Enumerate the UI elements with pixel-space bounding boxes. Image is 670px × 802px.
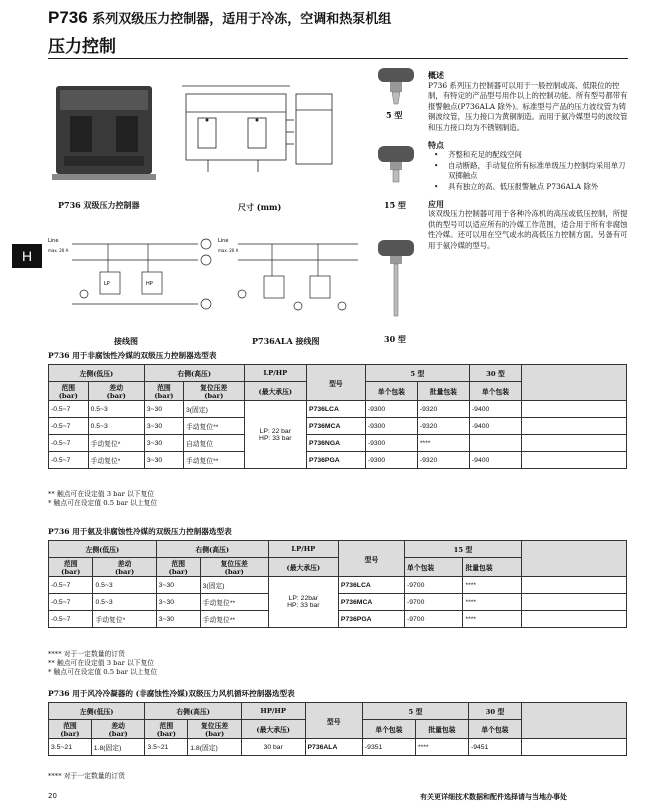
th-right: 右侧(高压): [144, 365, 244, 382]
wiring-ala-max-label: max. 20 A: [218, 248, 239, 253]
wiring-diagram: [48, 232, 218, 322]
wiring-line-label: Line: [48, 238, 59, 244]
th-lphp: LP/HP: [244, 365, 306, 382]
table-row: -0.5~7 手动复位* 3~30 手动复位** P736PGA -9300 -9320 -9400: [49, 452, 627, 469]
pressure-cell: LP: 22 bar HP: 33 bar: [244, 401, 306, 469]
table-row: -0.5~7 手动复位* 3~30 自动复位 P736NGA -9300 ****: [49, 435, 627, 452]
application-title: 应用: [428, 198, 444, 209]
th-diff: 差动 (bar): [88, 382, 144, 401]
table1: [48, 364, 627, 469]
th-maxp: (最大承压): [244, 382, 306, 401]
features-title: 特点: [428, 139, 444, 150]
model-15-label: 15 型: [384, 200, 406, 210]
model-30-label: 30 型: [384, 334, 406, 344]
wiring-ala-diagram: [218, 232, 368, 322]
table2-title: P736 用于氨及非腐蚀性冷媒的双级压力控制器选型表: [48, 527, 232, 536]
wiring-ala-line-label: Line: [218, 238, 229, 244]
page-number: 20: [48, 792, 57, 800]
overview-title: 概述: [428, 70, 444, 80]
th-blank: [522, 365, 627, 401]
wiring-max-label: max. 20 A: [48, 248, 69, 253]
page-subtitle: [48, 8, 391, 28]
model-5-label: 5 型: [386, 110, 403, 120]
th-m30: 30 型: [469, 365, 521, 382]
feature-item: • 自动断路，手动复位所有标准单级压力控制均采用单刀双掷触点: [440, 161, 628, 182]
table1-notes: ** 触点可在设定值 3 bar 以下复位 * 触点可在设定值 0.5 bar 以上复位: [48, 490, 158, 507]
th-range: 范围 (bar): [49, 382, 89, 401]
features-list: [428, 150, 628, 192]
product-photo: [48, 76, 160, 188]
table3-notes: **** 对于一定数量的订货: [48, 772, 125, 780]
table-row: -0.5~7 0.5~3 3~30 3(固定) LP: 22bar HP: 33 bar P736LCA -9700 ****: [49, 577, 627, 594]
wiring-lp-label: LP: [104, 281, 110, 287]
model-5-image: [372, 66, 420, 106]
application-text: 该双级压力控制器可用于各种冷冻机的高压或低压控制，所提供的型号可以适应所有的冷媒工作范围，适合用于所有非腐蚀性冷媒。还可以用在空气或水的高低压力控制方面。另备有可用于氨冷媒的型号。: [428, 209, 628, 250]
table1-title: P736 用于非腐蚀性冷媒的双级压力控制器选型表: [48, 351, 217, 360]
footer-text: 有关更详细技术数据和配件选择请与当地办事处: [420, 792, 567, 801]
table3-title: P736 用于风冷冷凝器的 (非腐蚀性冷媒)双级压力风机循环控制器选型表: [48, 689, 295, 698]
th-single: 单个包装: [365, 382, 417, 401]
feature-item: • 齐整和充足的配线空间: [440, 150, 628, 161]
description-block: [428, 70, 628, 258]
section-badge: H: [12, 244, 42, 268]
table3: 左侧(低压) 右侧(高压) HP/HP 型号 5 型 30 型 范围 (bar) 差动 (bar) 范围 (bar) 复位压差 (bar) (最大承压) 单个包装 批量包装 单个包装 3.5~21 1.8(固定) 3.5~21 1.8(固定) 30 bar P736ALA -9351 **** -9451: [48, 702, 627, 756]
model-15-image: [372, 144, 420, 184]
wiring-ala-caption: P736ALA 接线图: [252, 336, 320, 346]
table-row: -0.5~7 0.5~3 3~30 手动复位** P736MCA -9300 -9320 -9400: [49, 418, 627, 435]
feature-item: • 具有独立的高、低压报警触点 P736ALA 除外: [440, 182, 628, 193]
wiring-caption: 接线图: [114, 336, 138, 346]
table-row: -0.5~7 0.5~3 3~30 手动复位** P736MCA -9700 ****: [49, 594, 627, 611]
th-left: 左侧(低压): [49, 365, 145, 382]
th-model: 型号: [307, 365, 366, 401]
th-single30: 单个包装: [469, 382, 521, 401]
photo-caption: P736 双级压力控制器: [58, 200, 140, 210]
subtitle-text: 系列双级压力控制器，适用于冷冻，空调和热泵机组: [92, 12, 392, 27]
table2: 左侧(低压) 右侧(高压) LP/HP 型号 15 型 范围 (bar) 差动 (bar) 范围 (bar) 复位压差 (bar) (最大承压) 单个包装 批量包装 -0.5~7 0.5~3 3~30 3(固定) LP: 22bar HP: 33 bar P736LCA -9700 **** -0.5~7 0.5~3 3~30 手动复位** P736MCA -9700 **** -0.5~7 手动复位* 3~30 手动复位** P736PGA -9700 ****: [48, 540, 627, 628]
model-name: P736: [48, 8, 88, 27]
overview-text: P736 系列压力控制器可以用于一般控制或高、低限位的控制，有特定的产品型号用作以上的控制功能。所有型号都带有报警触点(P736ALA 除外)。标准型号产品的压力波纹管为铸铜波纹管，压力接口为黄铜制造。而用于氨冷媒型号的波纹管和压力接口均为不锈钢制造。: [428, 80, 628, 132]
dimension-drawing: [178, 80, 338, 190]
page-title: 压力控制: [48, 37, 116, 57]
th-bulk: 批量包装: [417, 382, 469, 401]
model-30-image: [372, 238, 420, 318]
th-m5: 5 型: [365, 365, 469, 382]
table-row: -0.5~7 手动复位* 3~30 手动复位** P736PGA -9700 ****: [49, 611, 627, 628]
dimension-caption: 尺寸 (mm): [238, 202, 282, 212]
wiring-hp-label: HP: [146, 281, 153, 287]
table2-notes: **** 对于一定数量的订货 ** 触点可在设定值 3 bar 以下复位 * 触点可在设定值 0.5 bar 以上复位: [48, 650, 158, 676]
table-row: 3.5~21 1.8(固定) 3.5~21 1.8(固定) 30 bar P736ALA -9351 **** -9451: [49, 739, 627, 756]
th-reset: 复位压差 (bar): [183, 382, 244, 401]
table-row: -0.5~7 0.5~3 3~30 3(固定) LP: 22 bar HP: 33 bar P736LCA -9300 -9320 -9400: [49, 401, 627, 418]
header-rule: [48, 58, 628, 59]
th-range2: 范围 (bar): [144, 382, 183, 401]
